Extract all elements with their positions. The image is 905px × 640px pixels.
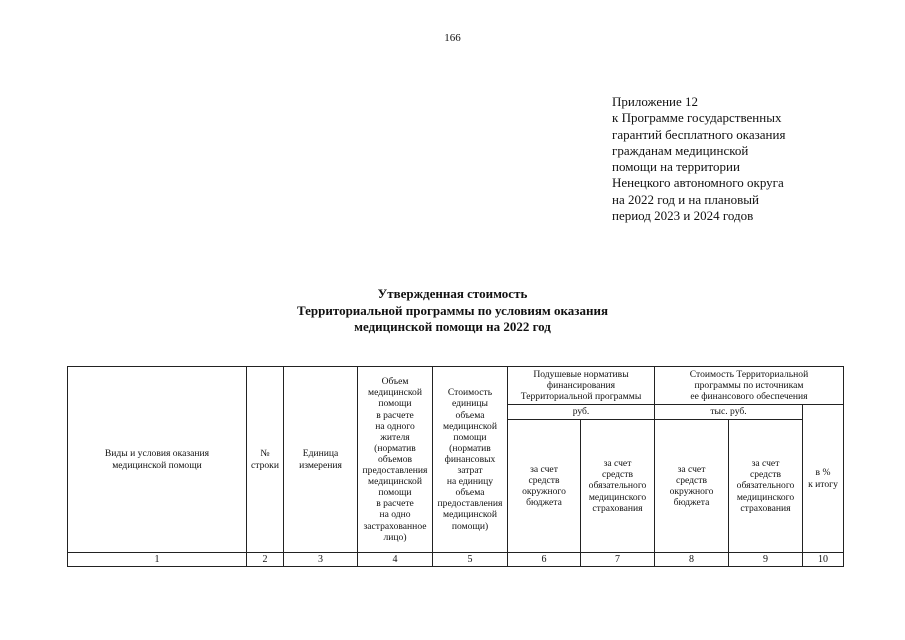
- title-line: Утвержденная стоимость: [377, 286, 528, 301]
- header-oms-rub: за счет средств обязательного медицинского страхования: [581, 420, 655, 553]
- column-number: 10: [803, 553, 844, 567]
- column-number: 2: [247, 553, 284, 567]
- header-per-capita-group: Подушевые нормативы финансирования Территориальной программы: [508, 367, 655, 405]
- header-district-budget-rub: за счет средств окружного бюджета: [508, 420, 581, 553]
- annex-line: Ненецкого автономного округа: [612, 175, 784, 191]
- header-unit: Единица измерения: [284, 367, 358, 553]
- column-number: 5: [433, 553, 508, 567]
- annex-line: период 2023 и 2024 годов: [612, 208, 754, 224]
- header-percent-total: в % к итогу: [803, 405, 844, 553]
- annex-line: гражданам медицинской: [612, 142, 749, 158]
- annex-line: на 2022 год и на плановый: [612, 191, 759, 207]
- annex-line: Приложение 12: [612, 94, 699, 109]
- cost-table: [67, 366, 844, 567]
- header-unit-thous-rub: тыс. руб.: [655, 405, 803, 420]
- header-unit-cost: Стоимость единицы объема медицинской помощи (норматив финансовых затрат на единицу объема предоставления медицинской помощи): [433, 367, 508, 553]
- title-line: Территориальной программы по условиям оказания: [296, 302, 609, 318]
- header-unit-rub: руб.: [508, 405, 655, 420]
- title-line: медицинской помощи на 2022 год: [354, 319, 551, 334]
- page-number: 166: [444, 32, 461, 44]
- annex-block: [612, 94, 892, 224]
- header-service-type: Виды и условия оказания медицинской помощи: [68, 367, 247, 553]
- annex-line: гарантий бесплатного оказания: [612, 126, 786, 142]
- header-volume-norm: Объем медицинской помощи в расчете на одного жителя (норматив объемов предоставления медицинской помощи в расчете на одно застрахованное лицо): [358, 367, 433, 553]
- column-number: 9: [729, 553, 803, 567]
- header-row-number: № строки: [247, 367, 284, 553]
- column-number: 1: [68, 553, 247, 567]
- header-oms-thous: за счет средств обязательного медицинского страхования: [729, 420, 803, 553]
- column-number-row: [68, 553, 844, 567]
- column-number: 8: [655, 553, 729, 567]
- annex-line: помощи на территории: [612, 159, 740, 175]
- column-number: 6: [508, 553, 581, 567]
- header-district-budget-thous: за счет средств окружного бюджета: [655, 420, 729, 553]
- column-number: 4: [358, 553, 433, 567]
- annex-line: к Программе государственных: [612, 110, 782, 126]
- document-title: [0, 286, 905, 336]
- column-number: 3: [284, 553, 358, 567]
- header-cost-group: Стоимость Территориальной программы по источникам ее финансового обеспечения: [655, 367, 844, 405]
- column-number: 7: [581, 553, 655, 567]
